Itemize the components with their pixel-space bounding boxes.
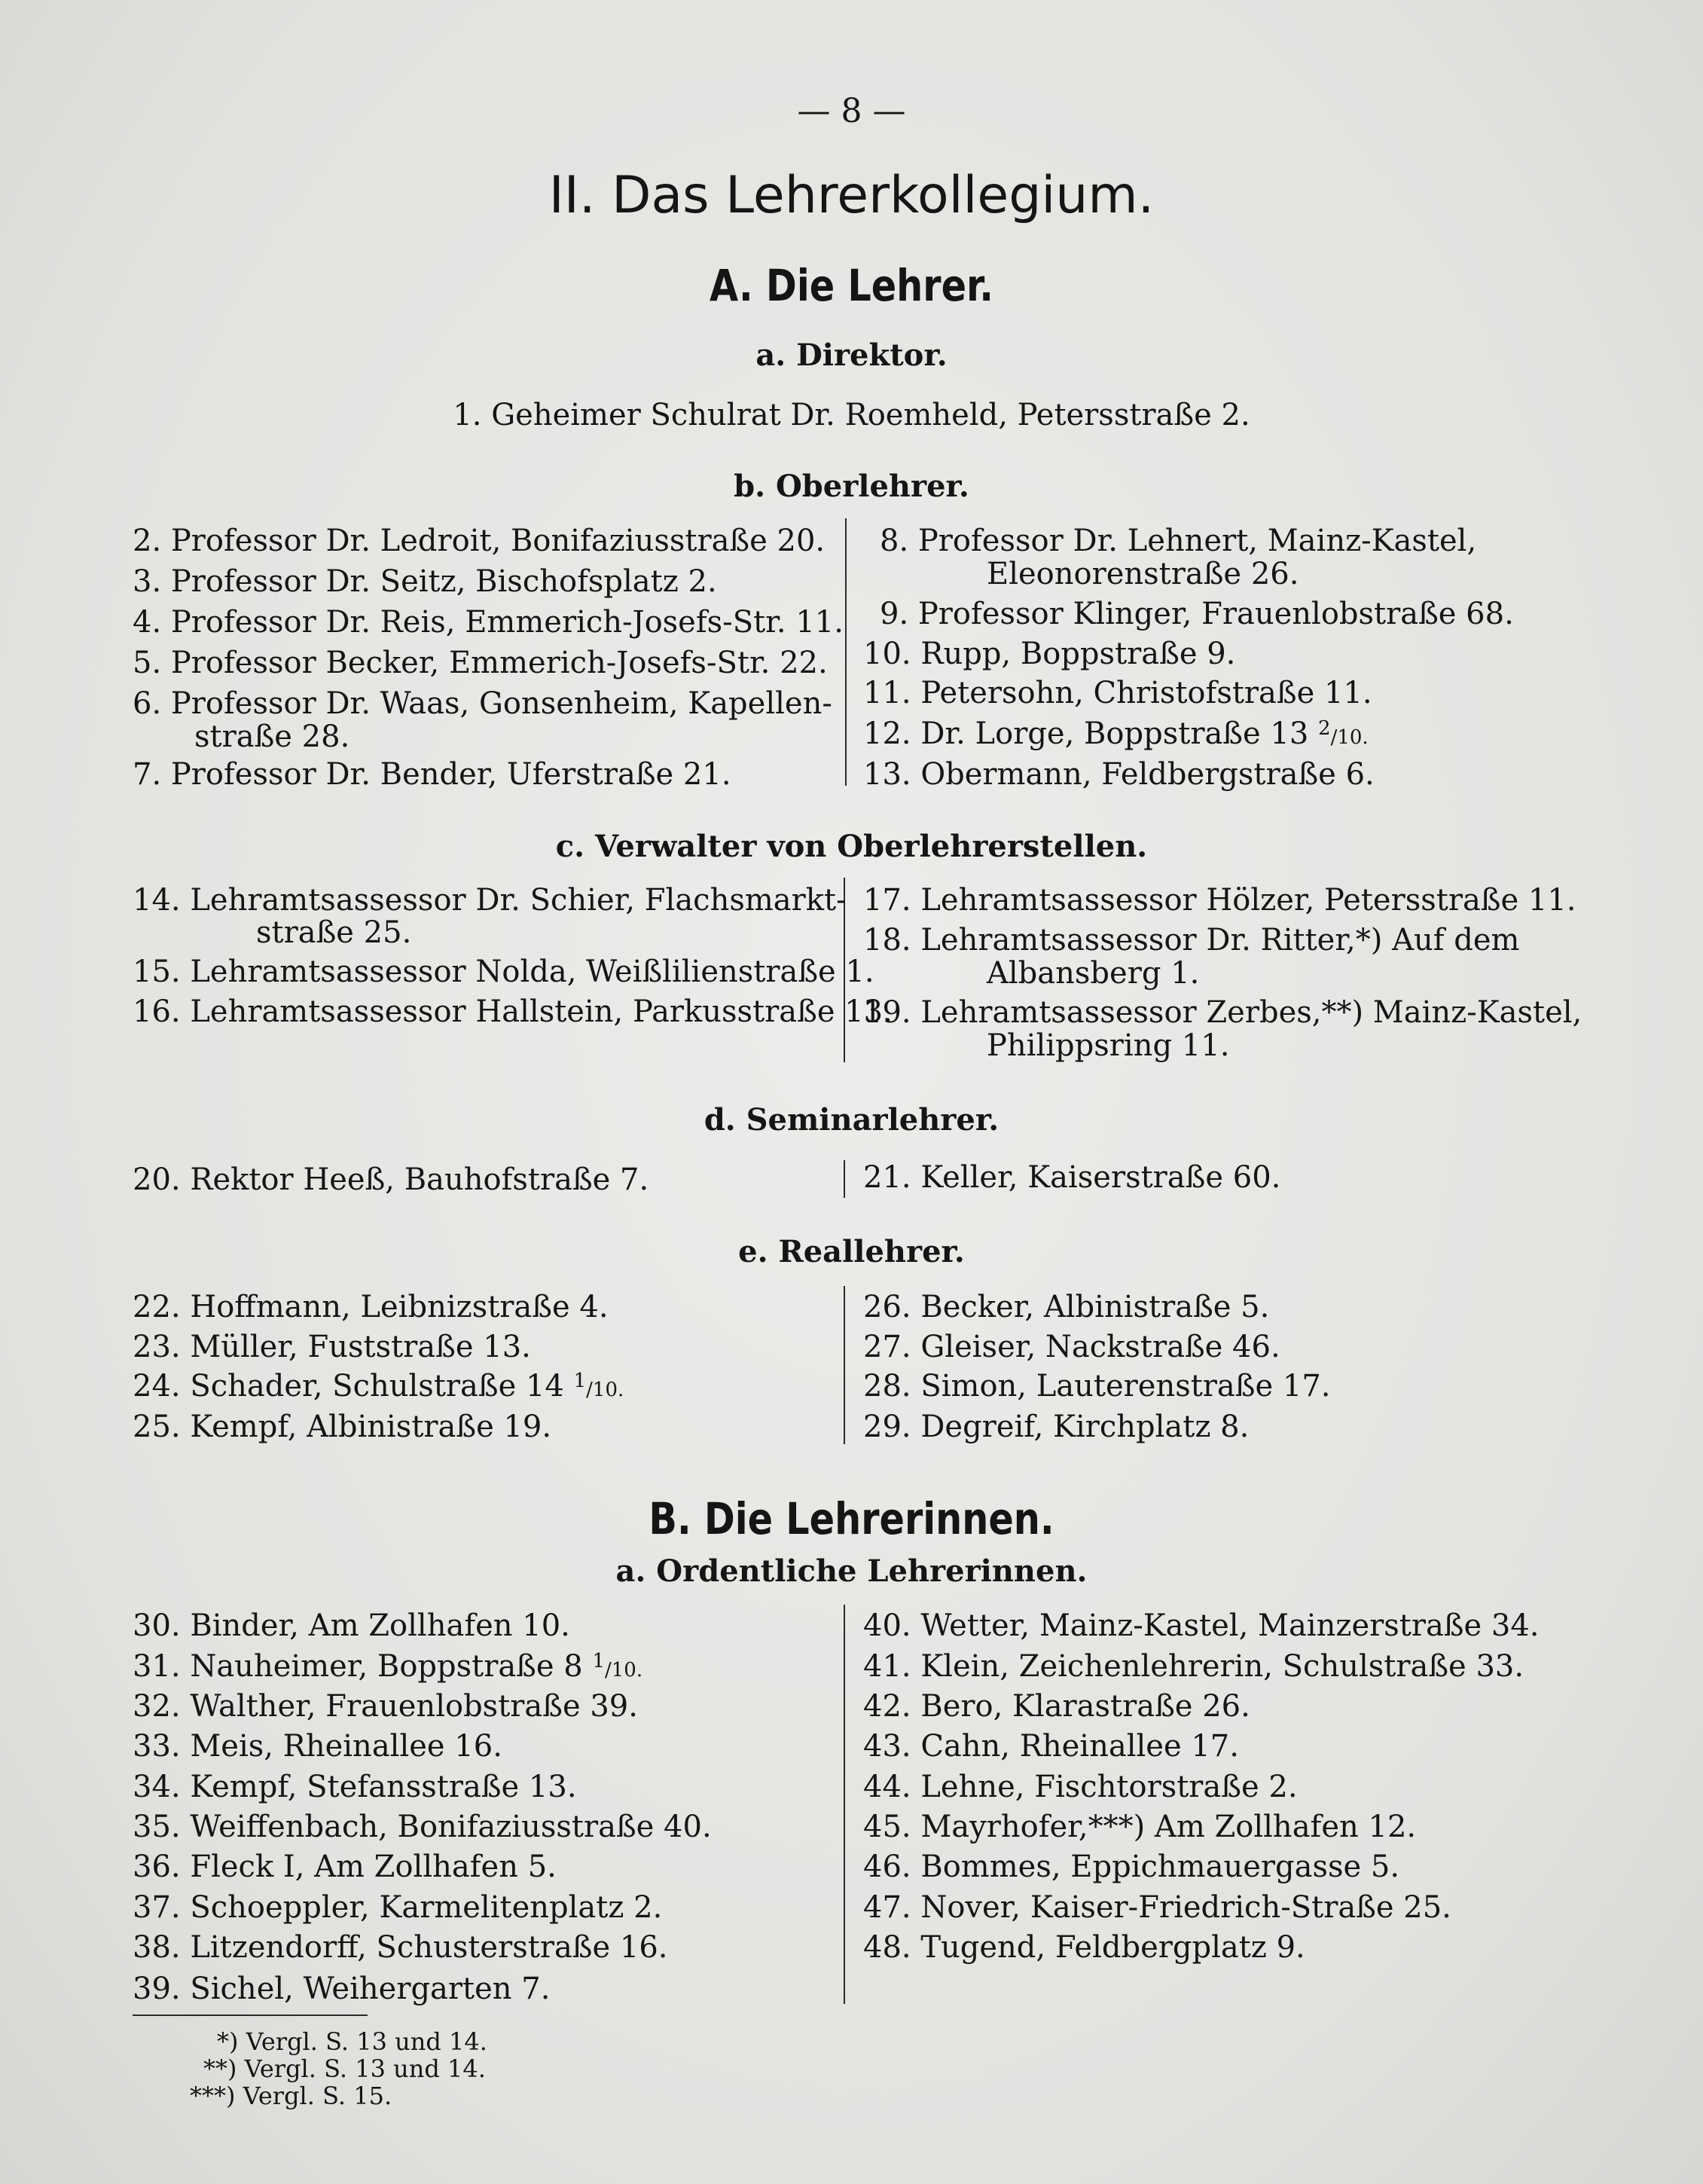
list-item: 43. Cahn, Rheinallee 17. [863,1729,1239,1764]
list-item: 18. Lehramtsassessor Dr. Ritter,*) Auf dem [863,923,1520,958]
list-item: 17. Lehramtsassessor Hölzer, Petersstraße 11. [863,883,1576,918]
column-divider [844,1286,845,1444]
list-item: 19. Lehramtsassessor Zerbes,**) Mainz-Kastel, [863,995,1582,1030]
section-a-heading: A. Die Lehrer. [709,260,994,311]
list-item: 39. Sichel, Weihergarten 7. [133,1972,551,2006]
list-item: 28. Simon, Lauterenstraße 17. [863,1369,1331,1404]
list-item: 30. Binder, Am Zollhafen 10. [133,1608,570,1643]
list-item: 32. Walther, Frauenlobstraße 39. [133,1689,638,1724]
list-item: 40. Wetter, Mainz-Kastel, Mainzerstraße 34. [863,1608,1540,1643]
column-divider [844,1160,845,1198]
list-item: 2. Professor Dr. Ledroit, Bonifaziusstraße 20. [133,524,826,558]
list-item [133,1651,642,1682]
list-item-text: 12. Dr. Lorge, Boppstraße 13 [863,716,1309,751]
subheading-oberlehrer: b. Oberlehrer. [734,469,969,504]
column-divider [845,518,847,786]
list-item: 23. Müller, Fuststraße 13. [133,1330,531,1364]
list-item: 25. Kempf, Albinistraße 19. [133,1410,552,1444]
list-item: 16. Lehramtsassessor Hallstein, Parkusstraße 13. [133,994,893,1029]
list-item: 38. Litzendorff, Schusterstraße 16. [133,1930,668,1965]
list-item [863,716,1369,751]
column-divider [844,1605,845,2004]
list-item: 3. Professor Dr. Seitz, Bischofsplatz 2. [133,564,717,599]
subheading-seminarlehrer: d. Seminarlehrer. [703,1102,1000,1138]
footnote: *) Vergl. S. 13 und 14. [217,2027,487,2056]
section-b-heading: B. Die Lehrerinnen. [649,1493,1054,1544]
list-item: 35. Weiffenbach, Bonifaziusstraße 40. [133,1810,712,1844]
list-item-continuation: Philippsring 11. [987,1028,1230,1063]
list-item-text: 24. Schader, Schulstraße 14 [133,1369,564,1404]
subheading-verwalter: c. Verwalter von Oberlehrerstellen. [555,829,1148,864]
fraction-numerator: 2 [1318,717,1331,740]
fraction-denominator: /10. [605,1659,643,1682]
list-item: 5. Professor Becker, Emmerich-Josefs-Str. 22. [133,646,828,680]
list-item [133,1369,624,1404]
page-number: — 8 — [797,92,906,130]
page-title: II. Das Lehrerkollegium. [548,166,1155,225]
fraction-numerator: 1 [592,1650,605,1672]
list-item: 26. Becker, Albinistraße 5. [863,1290,1270,1324]
list-item: 42. Bero, Klarastraße 26. [863,1689,1250,1724]
list-item-text: 14. Lehramtsassessor Dr. Schier, Flachsmarkt- [133,883,847,918]
list-item: 45. Mayrhofer,***) Am Zollhafen 12. [863,1810,1417,1844]
footnote-rule [133,2014,368,2016]
list-item: 47. Nover, Kaiser-Friedrich-Straße 25. [863,1890,1451,1925]
fraction-numerator: 1 [573,1370,587,1392]
list-item: 46. Bommes, Eppichmauergasse 5. [863,1850,1400,1884]
footnote: ***) Vergl. S. 15. [190,2082,392,2110]
list-item: 41. Klein, Zeichenlehrerin, Schulstraße 33. [863,1649,1524,1684]
subheading-reallehrer: e. Reallehrer. [738,1234,965,1269]
list-item-text: 31. Nauheimer, Boppstraße 8 [133,1649,583,1684]
list-item-continuation: Eleonorenstraße 26. [987,557,1299,591]
list-item: 22. Hoffmann, Leibnizstraße 4. [133,1290,609,1324]
list-item: 37. Schoeppler, Karmelitenplatz 2. [133,1890,663,1925]
footnote: **) Vergl. S. 13 und 14. [203,2054,486,2083]
list-item: 29. Degreif, Kirchplatz 8. [863,1410,1250,1444]
list-item: 6. Professor Dr. Waas, Gonsenheim, Kapellen- [133,686,832,721]
list-item: 20. Rektor Heeß, Bauhofstraße 7. [133,1162,649,1197]
fraction-denominator: /10. [1330,726,1369,749]
list-item: 36. Fleck I, Am Zollhafen 5. [133,1850,557,1884]
list-item: 27. Gleiser, Nackstraße 46. [863,1330,1280,1364]
list-item [133,883,847,918]
entry-direktor: 1. Geheimer Schulrat Dr. Roemheld, Petersstraße 2. [453,398,1250,432]
list-item: 48. Tugend, Feldbergplatz 9. [863,1930,1305,1965]
list-item: 15. Lehramtsassessor Nolda, Weißlilienstraße 1. [133,955,874,989]
list-item: 21. Keller, Kaiserstraße 60. [863,1160,1281,1195]
list-item-continuation: straße 28. [194,719,350,754]
list-item: 4. Professor Dr. Reis, Emmerich-Josefs-Str. 11. [133,605,844,640]
list-item: 33. Meis, Rheinallee 16. [133,1729,502,1764]
list-item: 11. Petersohn, Christofstraße 11. [863,676,1372,710]
list-item: 34. Kempf, Stefansstraße 13. [133,1770,577,1804]
list-item-continuation: Albansberg 1. [987,956,1200,991]
subheading-direktor: a. Direktor. [755,338,948,373]
list-item: 10. Rupp, Boppstraße 9. [863,637,1236,671]
list-item: 9. Professor Klinger, Frauenlobstraße 68. [880,597,1514,631]
list-item: 13. Obermann, Feldbergstraße 6. [863,757,1375,792]
list-item: 44. Lehne, Fischtorstraße 2. [863,1770,1298,1804]
fraction-denominator: /10. [586,1379,624,1401]
list-item-continuation: straße 25. [256,915,412,950]
subheading-ordentliche: a. Ordentliche Lehrerinnen. [615,1553,1088,1589]
list-item: 8. Professor Dr. Lehnert, Mainz-Kastel, [880,524,1477,558]
list-item: 7. Professor Dr. Bender, Uferstraße 21. [133,757,731,792]
